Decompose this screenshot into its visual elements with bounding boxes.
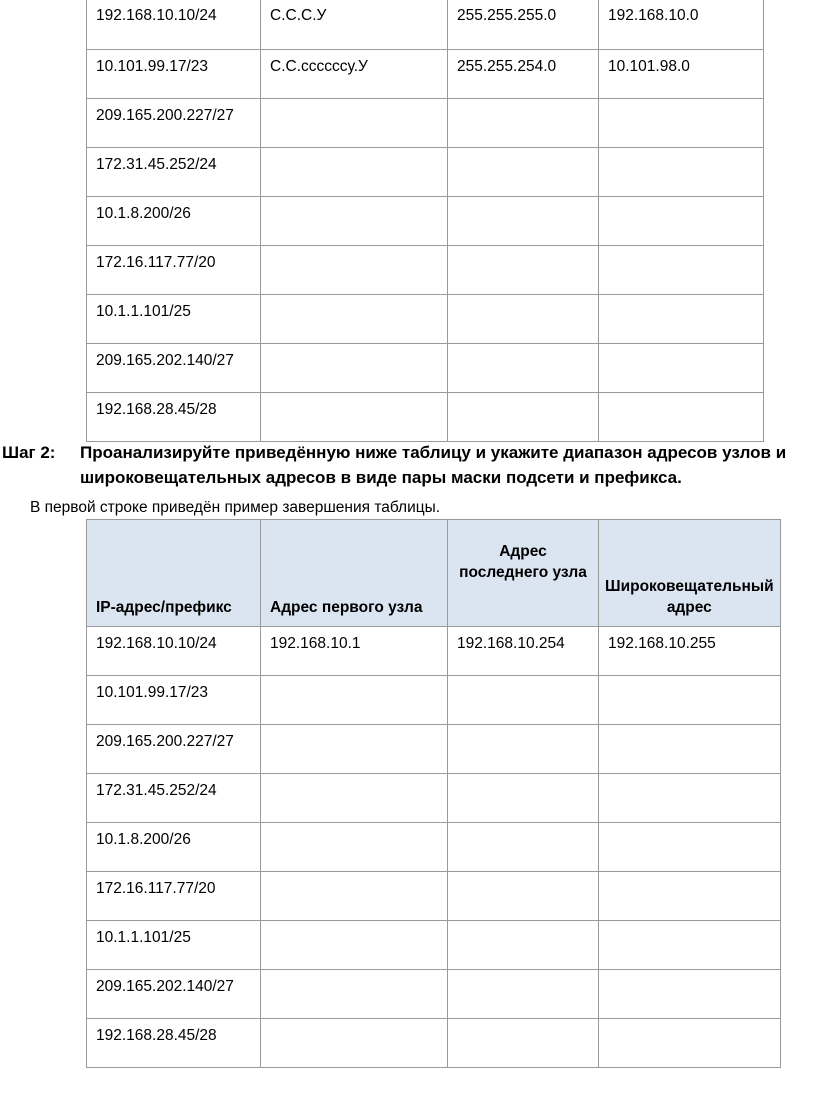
table-cell — [261, 344, 448, 393]
table-cell — [261, 1019, 448, 1068]
table-cell — [599, 99, 764, 148]
table-cell — [599, 970, 781, 1019]
table-cell — [448, 197, 599, 246]
table-cell: 192.168.10.255 — [599, 627, 781, 676]
table-cell — [448, 725, 599, 774]
table-cell: 172.16.117.77/20 — [87, 872, 261, 921]
table-cell: 10.1.1.101/25 — [87, 921, 261, 970]
table-cell: С.С.С.У — [261, 0, 448, 50]
table1-body — [87, 0, 764, 442]
table-cell — [448, 393, 599, 442]
table-row — [87, 970, 781, 1019]
table-row — [87, 148, 764, 197]
table-cell — [448, 295, 599, 344]
table-cell: 172.31.45.252/24 — [87, 148, 261, 197]
header-ip-prefix: IP-адрес/префикс — [87, 520, 261, 627]
table-cell — [261, 197, 448, 246]
table-cell — [599, 1019, 781, 1068]
table-row — [87, 99, 764, 148]
table-cell: 192.168.10.10/24 — [87, 0, 261, 50]
table-cell: 10.1.8.200/26 — [87, 823, 261, 872]
table-row — [87, 676, 781, 725]
table-cell — [599, 774, 781, 823]
table-cell: 209.165.202.140/27 — [87, 970, 261, 1019]
subnet-mask-table — [86, 0, 764, 442]
table-row — [87, 50, 764, 99]
table-row — [87, 1019, 781, 1068]
table-cell — [448, 246, 599, 295]
header-broadcast: Широковещательный адрес — [599, 520, 781, 627]
table-row — [87, 246, 764, 295]
table-cell — [448, 970, 599, 1019]
header-first-host: Адрес первого узла — [261, 520, 448, 627]
table-cell — [448, 872, 599, 921]
table-cell — [261, 148, 448, 197]
table-row — [87, 344, 764, 393]
table-cell: 209.165.200.227/27 — [87, 99, 261, 148]
table-cell: 209.165.200.227/27 — [87, 725, 261, 774]
table-row — [87, 197, 764, 246]
table-cell — [599, 823, 781, 872]
table-note: В первой строке приведён пример завершения таблицы. — [30, 499, 441, 516]
table-cell — [448, 344, 599, 393]
table-row — [87, 0, 764, 50]
table-cell — [599, 148, 764, 197]
table-cell — [261, 676, 448, 725]
table-row — [87, 295, 764, 344]
table-cell — [448, 774, 599, 823]
table-row — [87, 921, 781, 970]
table-cell — [261, 921, 448, 970]
table-row — [87, 393, 764, 442]
table2-header-row — [87, 520, 781, 627]
table-cell — [448, 676, 599, 725]
host-range-table — [86, 519, 781, 1068]
table-cell: 172.31.45.252/24 — [87, 774, 261, 823]
table-cell: 192.168.10.10/24 — [87, 627, 261, 676]
table-row — [87, 872, 781, 921]
table-cell — [261, 774, 448, 823]
table-cell — [261, 246, 448, 295]
table-cell: 192.168.10.254 — [448, 627, 599, 676]
table-cell — [599, 393, 764, 442]
table-cell: 172.16.117.77/20 — [87, 246, 261, 295]
table-cell: С.С.ссссссу.У — [261, 50, 448, 99]
table-cell — [261, 295, 448, 344]
table-cell: 192.168.28.45/28 — [87, 393, 261, 442]
step-label: Шаг 2: — [2, 443, 56, 462]
table-cell: 192.168.10.1 — [261, 627, 448, 676]
table-cell — [599, 921, 781, 970]
table-row — [87, 627, 781, 676]
table-cell — [448, 148, 599, 197]
table-cell: 10.1.8.200/26 — [87, 197, 261, 246]
table-cell — [261, 970, 448, 1019]
table-cell — [599, 197, 764, 246]
table-cell — [261, 393, 448, 442]
header-last-host: Адрес последнего узла — [448, 520, 599, 627]
step-instruction: Проанализируйте приведённую ниже таблицу и укажите диапазон адресов узлов и широковещательных адресов в виде пары маски подсети и префикса. — [80, 443, 787, 487]
table-cell — [599, 872, 781, 921]
table-cell — [599, 344, 764, 393]
table-cell: 10.1.1.101/25 — [87, 295, 261, 344]
table-row — [87, 823, 781, 872]
table-cell: 255.255.255.0 — [448, 0, 599, 50]
table-cell — [261, 823, 448, 872]
table-cell — [261, 872, 448, 921]
table-cell: 10.101.99.17/23 — [87, 50, 261, 99]
table-cell — [599, 295, 764, 344]
table2-body — [87, 627, 781, 1068]
table-row — [87, 725, 781, 774]
table-cell — [599, 725, 781, 774]
table-cell — [448, 921, 599, 970]
table-cell — [448, 1019, 599, 1068]
table-cell — [448, 823, 599, 872]
table-cell — [599, 676, 781, 725]
table-cell: 192.168.28.45/28 — [87, 1019, 261, 1068]
table-cell: 255.255.254.0 — [448, 50, 599, 99]
table-cell — [261, 99, 448, 148]
table-cell — [448, 99, 599, 148]
table-row — [87, 774, 781, 823]
table-cell — [599, 246, 764, 295]
table-cell: 192.168.10.0 — [599, 0, 764, 50]
table-cell: 10.101.99.17/23 — [87, 676, 261, 725]
table-cell: 209.165.202.140/27 — [87, 344, 261, 393]
table-cell: 10.101.98.0 — [599, 50, 764, 99]
table-cell — [261, 725, 448, 774]
